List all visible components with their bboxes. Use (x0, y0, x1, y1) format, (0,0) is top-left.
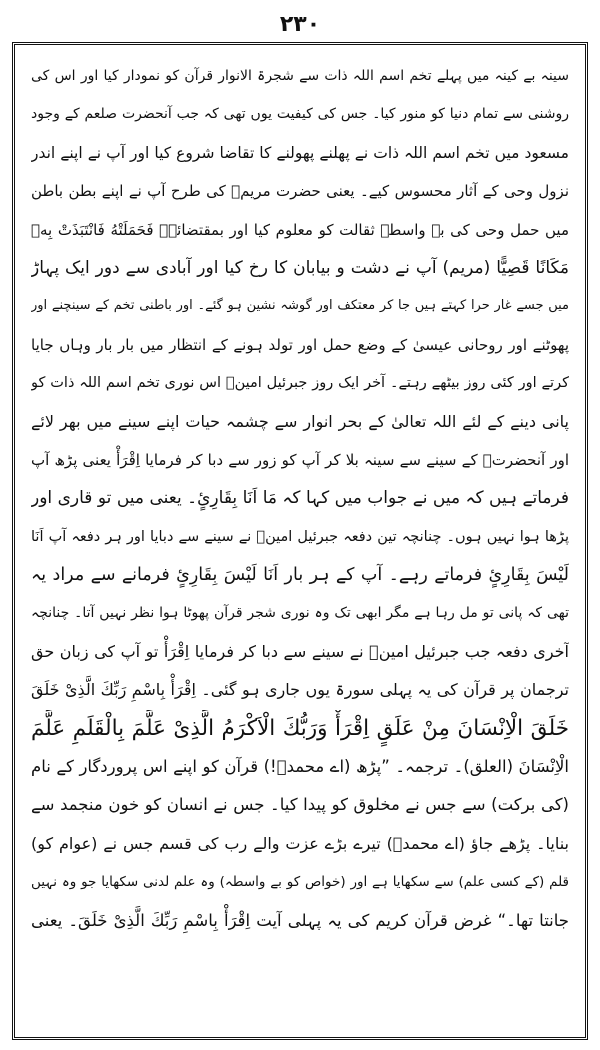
text-line: کرتے اور کئی روز بیٹھے رہتے۔ آخر ایک روز جبرئیل امینؑ اس نوری تخم اسم اللہ ذات کو (31, 375, 569, 392)
page-number: ۲۳۰ (279, 12, 321, 37)
text-line: پڑھا ہوا نہیں ہوں۔ چنانچہ تین دفعہ جبرئیل امینؑ نے سینے سے دبایا اور ہر دفعہ آپ اَنَا (31, 528, 569, 545)
text-line: (کی برکت) سے جس نے مخلوق کو پیدا کیا۔ جس نے انسان کو خون منجمد سے (31, 795, 569, 815)
text-line: اور آنحضرتؐ کے سینے سے سینہ بلا کر آپ کو زور سے دبا کر فرمایا اِقْرَأْ یعنی پڑھ آپ (31, 450, 569, 469)
text-line: قلم (کے کسی علم) سے سکھایا ہے اور (خواص کو بے واسطہ) وہ علم لدنی سکھایا جو وہ نہیں (31, 874, 569, 891)
text-line: روشنی سے تمام دنیا کو منور کیا۔ جس کی کیفیت یوں تھی کہ جب آنحضرت صلعم کے وجود (31, 106, 569, 123)
text-line: بنایا۔ پڑھے جاؤ (اے محمدؐ) تیرے بڑے عزت والے رب کی قسم جس نے (عوام کو) (31, 833, 569, 853)
text-line: جانتا تھا۔“ غرض قرآن کریم کی یہ پہلی آیت اِقْرَأْ بِاسْمِ رَبِّكَ الَّذِیْ خَلَقَ۔ یعنی (31, 910, 569, 930)
text-line: پانی دینے کے لئے اللہ تعالیٰ کے بحر انوار سے چشمہ حیات اپنے سینے میں بھر لائے (31, 411, 569, 431)
text-line: مَكَانًا قَصِيًّا (مریم) آپ نے دشت و بیابان کا رخ کیا اور آبادی سے دور ایک پہاڑ (31, 257, 569, 278)
text-line: سینہ بے کینہ میں پہلے تخم اسم اللہ ذات سے شجرۃ الانوار قرآن کو نمودار کیا اور اس کی (31, 68, 569, 84)
text-line: الْاِنْسَانَ (العلق)۔ ترجمہ۔ ”پڑھ (اے محمدؐ!) قرآن کو اپنے اس پروردگار کے نام (31, 757, 569, 777)
text-frame (12, 42, 588, 1040)
text-line: پھوٹنے اور روحانی عیسیٰ کے وضع حمل اور تولد ہونے کے انتظار میں بار بار وہاں جایا (31, 335, 569, 354)
text-line: میں حمل وحی کی بے واسطہ ثقالت کو معلوم کیا اور بمقتضائے۔ فَحَمَلَتْهُ فَانْتَبَذَتْ بِهٖ (31, 220, 569, 239)
text-line: میں جسے غار حرا کہتے ہیں جا کر معتکف اور گوشہ نشین ہو گئے۔ اور باطنی تخم کے سینچنے اور (31, 298, 569, 314)
text-line: خَلَقَ الْاِنْسَانَ مِنْ عَلَقٍ اِقْرَأْ وَرَبُّكَ الْاَكْرَمُ الَّذِیْ عَلَّمَ بِالْقَلَمِ عَلَّمَ (31, 715, 569, 741)
text-line: نزول وحی کے آثار محسوس کیے۔ یعنی حضرت مریمؑ کی طرح آپ نے اپنے بطن باطن (31, 182, 569, 201)
text-line: ترجمان پر قرآن کی یہ پہلی سورۃ یوں جاری ہو گئی۔ اِقْرَأْ بِاسْمِ رَبِّكَ الَّذِیْ خَلَقَ (31, 680, 569, 700)
text-line: تھی کہ پانی تو مل رہا ہے مگر ابھی تک وہ نوری شجر قرآن پھوٹا ہوا نظر نہیں آتا۔ چنانچہ (31, 605, 569, 622)
text-line: فرماتے ہیں کہ میں نے جواب میں کہا کہ مَا اَنَا بِقَارِیٍٔ۔ یعنی میں تو قاری اور (31, 488, 569, 509)
text-line: مسعود میں تخم اسم اللہ ذات نے پھلنے پھولنے کا تقاضا شروع کیا اور آپ نے اپنے اندر (31, 143, 569, 162)
text-line: آخری دفعہ جب جبرئیل امینؑ نے سینے سے دبا کر فرمایا اِقْرَأْ تو آپ کی زبان حق (31, 641, 569, 661)
body-text (31, 57, 569, 940)
text-line: لَيْسَ بِقَارِیٍٔ فرماتے رہے۔ آپ کے ہر بار اَنَا لَيْسَ بِقَارِیٍٔ فرمانے سے مراد یہ (31, 565, 569, 586)
